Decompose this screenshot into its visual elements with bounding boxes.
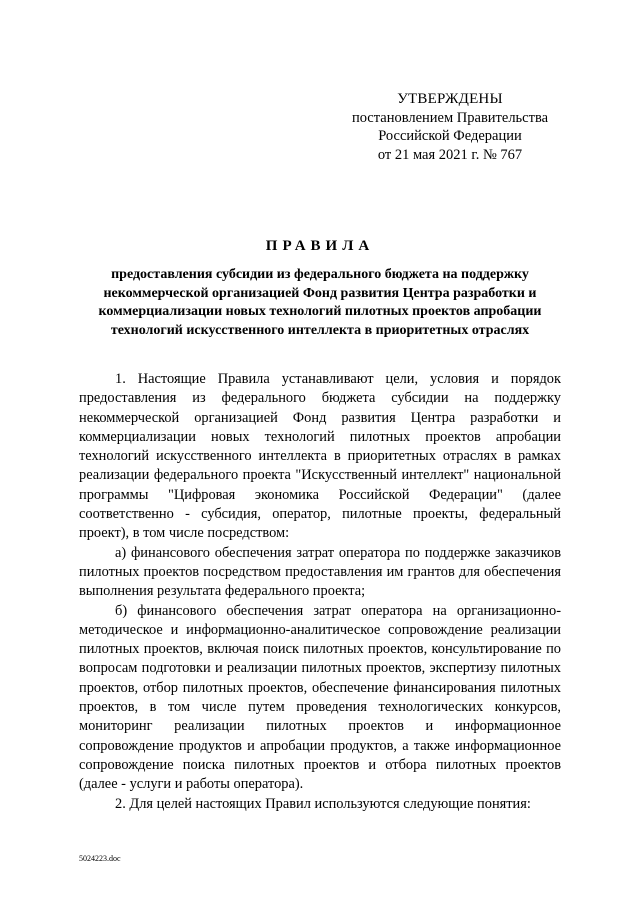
subtitle-line: некоммерческой организацией Фонд развития Центра разработки и [103, 285, 537, 301]
approval-line-3: от 21 мая 2021 г. № 767 [377, 146, 523, 163]
paragraph-1b: б) финансового обеспечения затрат оператора на организационно-методическое и информационно-аналитическое сопровождение реализации пилотных проектов, включая поиск пилотных проектов, консультирование по вопросам подготовки и реализации пилотных проектов, экспертизу пилотных проектов, отбор пилотных проектов, обеспечение финансирования пилотных проектов, в том числе путем проведения технологических конкурсов, мониторинг реализации пилотных проектов и информационное сопровождение продуктов и апробации продуктов, а также информационное сопровождение поиска пилотных проектов и отбора пилотных проектов (далее - услуги и работы оператора). [79, 602, 561, 793]
approval-line-2: Российской Федерации [378, 128, 522, 144]
document-title: ПРАВИЛА [265, 238, 375, 254]
paragraph-2: 2. Для целей настоящих Правил используются следующие понятия: [115, 795, 531, 812]
approval-line-1: постановлением Правительства [351, 109, 549, 126]
paragraph-1a: а) финансового обеспечения затрат оператора по поддержке заказчиков пилотных проектов посредством предоставления им грантов для обеспечения выполнения результата федерального проекта; [79, 544, 561, 600]
paragraph-1: 1. Настоящие Правила устанавливают цели, условия и порядок предоставления из федерального бюджета субсидии на поддержку некоммерческой организацией Фонд развития Центра разработки и коммерциализации новых технологий пилотных проектов апробации технологий искусственного интеллекта в приоритетных отраслях в рамках реализации федерального проекта "Искусственный интеллект" национальной программы "Цифровая экономика Российской Федерации" (далее соответственно - субсидия, оператор, пилотные проекты, федеральный проект), в том числе посредством: [79, 371, 561, 542]
file-name-footer: 5024223.doc [79, 854, 121, 863]
approval-heading: УТВЕРЖДЕНЫ [397, 91, 503, 107]
approval-block [340, 90, 560, 164]
subtitle-line: коммерциализации новых технологий пилотных проектов апробации [98, 304, 542, 319]
subtitle-line: технологий искусственного интеллекта в приоритетных отраслях [110, 322, 530, 338]
document-body [79, 370, 561, 814]
subtitle-line: предоставления субсидии из федерального бюджета на поддержку [111, 267, 529, 282]
document-subtitle [80, 266, 560, 340]
